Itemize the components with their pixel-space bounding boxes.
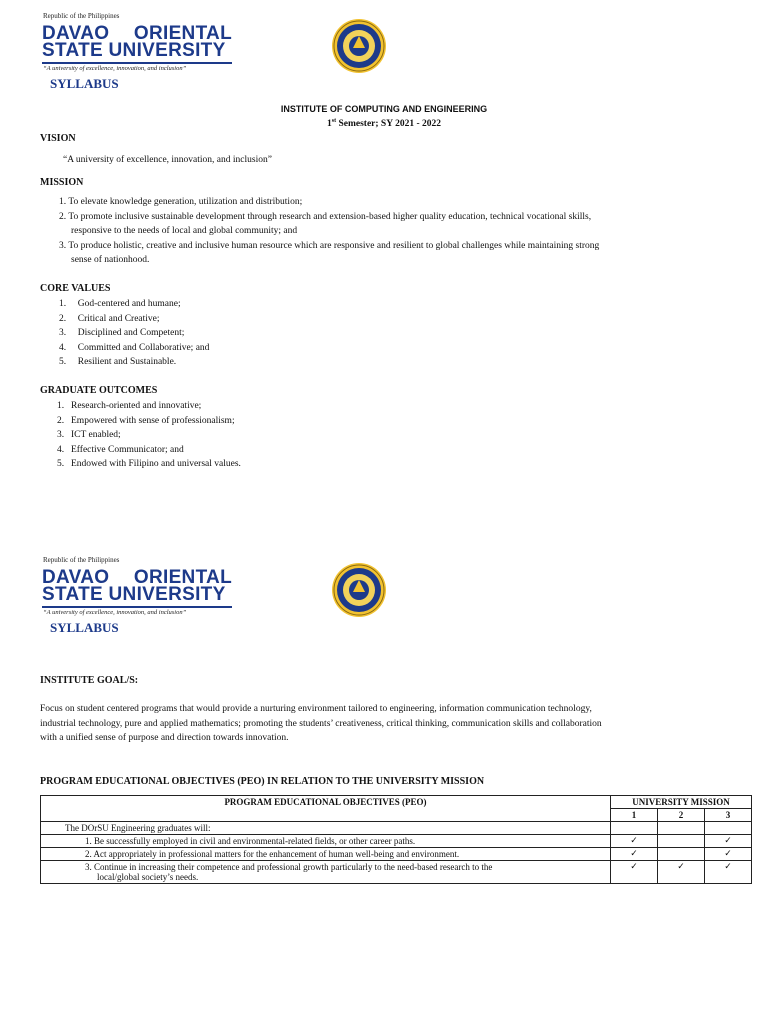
peo-item-line: local/global society’s needs. [97,872,199,882]
item-text: Effective Communicator; and [71,444,184,455]
check-cell: ✓ [611,835,658,848]
semester-sup: st [331,118,337,124]
mission-col-2: 2 [658,809,705,822]
item-number: 2. [59,313,67,324]
check-cell: ✓ [658,861,705,884]
institute-goals-text [40,702,740,746]
item-text: Research-oriented and innovative; [71,401,202,411]
mission-item-text: To elevate knowledge generation, utilization and distribution; [68,197,303,207]
list-item [57,443,241,458]
item-text: Resilient and Sustainable. [77,357,177,368]
table-header-row [41,796,752,809]
empty-cell [658,822,705,835]
check-cell: ✓ [611,848,658,861]
item-text: Endowed with Filipino and universal values. [71,459,241,470]
check-cell: ✓ [705,835,752,848]
table-row [41,861,752,884]
peo-item: 2. Act appropriately in professional matters for the enhancement of human well-being and environment. [41,848,611,861]
empty-cell [611,822,658,835]
graduate-outcomes-heading: GRADUATE OUTCOMES [40,385,158,396]
item-text: ICT enabled; [71,430,121,441]
republic-label: Republic of the Philippines [43,12,120,20]
check-cell: ✓ [705,861,752,884]
item-number: 5. [57,459,65,470]
peo-item [41,861,611,884]
table-row [41,835,752,848]
col-mission-header: UNIVERSITY MISSION [611,796,752,809]
list-item [59,355,209,370]
tagline: “A university of excellence, innovation, and inclusion” [43,609,187,616]
list-item [59,312,209,327]
mission-item-text: To produce holistic, creative and inclusive human resource which are responsive and resilient to global challenges while maintaining strong [68,240,600,251]
header-top [40,10,280,95]
mission-item-cont: responsive to the needs of local and global community; and [71,226,298,236]
mission-item-number: 1. [59,197,67,207]
item-number: 3. [59,328,67,339]
check-cell: ✓ [611,861,658,884]
tagline: “A university of excellence, innovation, and inclusion” [43,65,187,72]
item-text: God-centered and humane; [77,299,181,309]
list-item [57,399,241,414]
mission-item [59,239,719,254]
institute-goals-heading: INSTITUTE GOAL/S: [40,675,139,686]
check-cell: ✓ [705,848,752,861]
mission-item-number: 2. [59,211,67,222]
vision-text: “A university of excellence, innovation, and inclusion” [63,155,272,165]
name-word-oriental: ORIENTAL [133,23,232,44]
item-number: 1. [59,299,67,309]
item-number: 3. [57,430,65,441]
peo-intro: The DOrSU Engineering graduates will: [41,822,611,835]
name-word-oriental: ORIENTAL [133,567,232,588]
republic-label: Republic of the Philippines [43,556,120,564]
item-text: Empowered with sense of professionalism; [71,415,235,426]
name-word-davao: DAVAO [42,567,110,588]
peo-table [40,795,752,884]
mission-col-1: 1 [611,809,658,822]
list-item [59,326,209,341]
item-text: Critical and Creative; [77,313,160,324]
list-item [59,297,209,312]
institute-title: INSTITUTE OF COMPUTING AND ENGINEERING [280,104,488,114]
list-item [57,428,241,443]
goal-line: Focus on student centered programs that would provide a nurturing environment tailored to engineering, information communication technology, [40,704,592,714]
peo-item: 1. Be successfully employed in civil and environmental-related fields, or other career paths. [41,835,611,848]
item-number: 1. [57,401,65,411]
university-seal-icon [331,18,387,79]
syllabus-label: SYLLABUS [50,620,119,635]
header-rule [42,606,232,608]
peo-heading: PROGRAM EDUCATIONAL OBJECTIVES (PEO) IN RELATION TO THE UNIVERSITY MISSION [40,776,485,787]
syllabus-label: SYLLABUS [50,76,119,91]
col-peo-header: PROGRAM EDUCATIONAL OBJECTIVES (PEO) [41,796,611,822]
header-page2 [40,554,280,639]
list-item [57,414,241,429]
check-cell [658,835,705,848]
item-text: Committed and Collaborative; and [77,342,210,353]
semester-number: 1 [326,119,332,130]
mission-item [59,210,719,225]
core-values-list [59,297,209,370]
goal-line: with a unified sense of purpose and direction towards innovation. [40,733,289,743]
mission-list [59,195,719,268]
item-number: 4. [57,444,65,455]
mission-item [59,195,719,210]
item-number: 2. [57,415,65,426]
name-word-davao: DAVAO [42,23,110,44]
table-row [41,822,752,835]
item-text: Disciplined and Competent; [77,328,185,339]
mission-col-3: 3 [705,809,752,822]
peo-item-line: 3. Continue in increasing their competence and professional growth particularly to the need-based research to the [85,862,493,872]
graduate-outcomes-list [57,399,241,472]
list-item [59,341,209,356]
vision-heading: VISION [40,133,76,144]
item-number: 4. [59,342,67,353]
table-row [41,848,752,861]
list-item [57,457,241,472]
goal-line: industrial technology, pure and applied mathematics; promoting the students’ creativeness, critical thinking, communication skills and collaboration [40,718,602,729]
header-rule [42,62,232,64]
item-number: 5. [59,357,67,368]
mission-item-number: 3. [59,240,67,251]
university-name-line2: STATE UNIVERSITY [42,584,226,605]
check-cell [658,848,705,861]
semester-rest: Semester; SY 2021 - 2022 [336,119,441,130]
mission-item-cont: sense of nationhood. [71,255,150,265]
semester-line [0,118,768,129]
university-name-line2: STATE UNIVERSITY [42,40,226,61]
mission-item-text: To promote inclusive sustainable development through research and extension-based higher quality education, technical vocational skills, [68,211,592,222]
empty-cell [705,822,752,835]
university-seal-icon [331,562,387,623]
core-values-heading: CORE VALUES [40,283,111,294]
mission-heading: MISSION [40,177,84,188]
